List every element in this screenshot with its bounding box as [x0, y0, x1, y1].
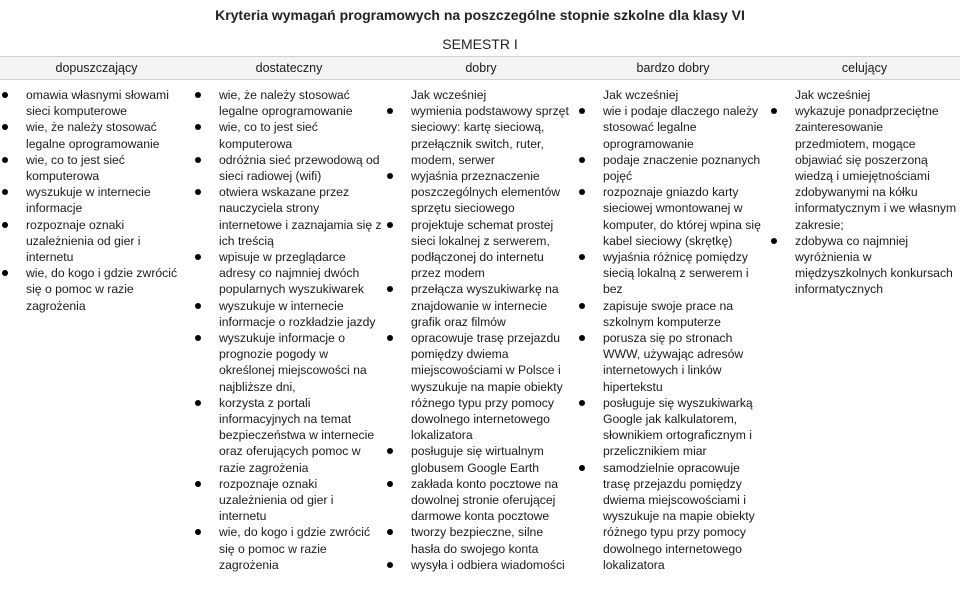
criteria-text: tworzy bezpieczne, silne hasła do swojego konta: [411, 525, 544, 556]
criteria-list-item: [0, 184, 191, 216]
criteria-list-item: [769, 233, 958, 298]
criteria-list-item: [0, 265, 191, 314]
bullet-icon: [579, 303, 585, 309]
criteria-list-item: [385, 524, 575, 556]
bullet-icon: [387, 222, 393, 228]
bullet-icon: [387, 562, 393, 568]
criteria-list-item: [385, 217, 575, 282]
criteria-text: zdobywa co najmniej wyróżnienia w międzyszkolnych konkursach informatycznych: [795, 233, 953, 297]
bullet-icon: [387, 108, 393, 114]
bullet-icon: [2, 270, 8, 276]
criteria-list-item: [193, 330, 383, 395]
column-lead-text: Jak wcześniej: [795, 88, 871, 102]
criteria-text: otwiera wskazane przez nauczyciela strony internetowe i zaznajamia się z ich treścią: [219, 185, 382, 248]
header-grade-dopuszczajacy: dopuszczający: [0, 57, 193, 80]
criteria-text: projektuje schemat prostej sieci lokalnej z serwerem, podłączonej do internetu przez modem: [411, 217, 554, 281]
bullet-icon: [195, 400, 201, 406]
criteria-text: omawia własnymi słowami sieci komputerowe: [26, 88, 169, 119]
bullet-icon: [387, 335, 393, 341]
criteria-list-item: [385, 103, 575, 168]
bullet-icon: [579, 465, 585, 471]
bullet-icon: [387, 529, 393, 535]
criteria-text: wie, do kogo i gdzie zwrócić się o pomoc w razie zagrożenia: [26, 266, 178, 313]
criteria-text: wyszukuje informacje o prognozie pogody w określonej miejscowości na najbliższe dni,: [219, 331, 367, 394]
criteria-text: wie, że należy stosować legalne oprogramowanie: [219, 88, 353, 119]
bullet-icon: [2, 92, 8, 98]
criteria-text: wymienia podstawowy sprzęt sieciowy: kartę sieciową, przełącznik switch, ruter, modem, serwer: [411, 104, 569, 167]
criteria-list-item: [193, 119, 383, 151]
bullet-icon: [771, 238, 777, 244]
criteria-text: zapisuje swoje prace na szkolnym komputerze: [603, 298, 734, 329]
bullet-icon: [195, 529, 201, 535]
document-title: Kryteria wymagań programowych na poszczególne stopnie szkolne dla klasy VI: [215, 7, 745, 23]
bullet-icon: [387, 448, 393, 454]
criteria-text: wykazuje ponadprzeciętne zainteresowanie przedmiotem, mogące objawiać się poszerzoną wiedzą i umiejętnościami zdobywanymi na kółku informatycznym i we własnym zakresie;: [795, 104, 957, 232]
criteria-text: samodzielnie opracowuje trasę przejazdu pomiędzy dwiema miejscowościami i wyszukuje na mapie obiekty różnego typu przy pomocy dowolnego internetowego lokalizatora: [603, 460, 755, 572]
header-grade-dobry: dobry: [385, 57, 577, 80]
criteria-text: wyszukuje w internecie informacje: [26, 185, 151, 216]
bullet-icon: [579, 108, 585, 114]
criteria-text: wysyła i odbiera wiadomości: [411, 557, 565, 572]
criteria-list-item: [0, 119, 191, 151]
header-grade-bardzo-dobry: bardzo dobry: [577, 57, 769, 80]
criteria-list-item: [385, 168, 575, 217]
criteria-text: rozpoznaje gniazdo karty sieciowej wmontowanej w komputer, do której wpina się kabel sieciowy (skrętkę): [603, 185, 761, 248]
column-dobry: [385, 80, 577, 592]
criteria-list-item: [385, 281, 575, 330]
criteria-list-item: [0, 87, 191, 119]
criteria-list-item: [385, 443, 575, 475]
bullet-icon: [579, 157, 585, 163]
criteria-text: opracowuje trasę przejazdu pomiędzy dwiema miejscowościami w Polsce i wyszukuje na mapie obiekty różnego typu przy pomocy dowolnego internetowego lokalizatora: [411, 331, 563, 443]
criteria-list-item: [577, 184, 767, 249]
bullet-icon: [195, 254, 201, 260]
criteria-text: podaje znaczenie poznanych pojęć: [603, 152, 761, 184]
column-bardzo-dobry: [577, 80, 769, 592]
criteria-list-item: [385, 476, 575, 525]
criteria-list-item: [385, 557, 575, 573]
header-grade-dostateczny: dostateczny: [193, 57, 385, 80]
bullet-icon: [195, 157, 201, 163]
criteria-list-item: [577, 298, 767, 330]
criteria-list-item: [193, 524, 383, 573]
column-dopuszczajacy: [0, 80, 193, 592]
criteria-text: wie, do kogo i gdzie zwrócić się o pomoc w razie zagrożenia: [219, 525, 371, 572]
criteria-list-item: [577, 395, 767, 460]
criteria-text: rozpoznaje oznaki uzależnienia od gier i internetu: [26, 217, 141, 265]
criteria-text: wpisuje w przeglądarce adresy co najmniej dwóch popularnych wyszukiwarek: [219, 250, 364, 297]
bullet-icon: [2, 124, 8, 130]
criteria-text: korzysta z portali informacyjnych na temat bezpieczeństwa w internecie oraz oferujących pomoc w razie zagrożenia: [219, 395, 375, 475]
criteria-list-item: [0, 217, 191, 266]
bullet-icon: [195, 124, 201, 130]
criteria-list-item: [0, 152, 191, 184]
criteria-text: wie i podaje dlaczego należy stosować legalne oprogramowanie: [603, 104, 759, 151]
criteria-text: rozpoznaje oznaki uzależnienia od gier i internetu: [219, 476, 334, 524]
bullet-icon: [387, 481, 393, 487]
bullet-icon: [2, 222, 8, 228]
bullet-icon: [771, 108, 777, 114]
bullet-icon: [579, 335, 585, 341]
bullet-icon: [195, 189, 201, 195]
criteria-list-item: [193, 184, 383, 249]
criteria-text: odróżnia sieć przewodową od sieci radiowej (wifi): [219, 152, 380, 184]
column-lead-text: Jak wcześniej: [603, 88, 679, 102]
bullet-icon: [579, 254, 585, 260]
bullet-icon: [195, 481, 201, 487]
criteria-list-item: [577, 152, 767, 184]
criteria-text: porusza się po stronach WWW, używając adresów internetowych i linków hipertekstu: [603, 331, 744, 394]
criteria-list-item: [385, 330, 575, 443]
criteria-text: przełącza wyszukiwarkę na znajdowanie w internecie grafik oraz filmów: [411, 282, 559, 329]
header-grade-celujacy: celujący: [769, 57, 960, 80]
criteria-list-item: [769, 103, 958, 233]
bullet-icon: [387, 173, 393, 179]
criteria-text: wyszukuje w internecie informacje o rozkładzie jazdy: [219, 298, 376, 329]
bullet-icon: [2, 157, 8, 163]
criteria-list-item: [193, 87, 383, 119]
criteria-text: wie, co to jest sieć komputerowa: [219, 120, 318, 151]
bullet-icon: [579, 400, 585, 406]
criteria-text: wyjaśnia przeznaczenie poszczególnych elementów sprzętu sieciowego: [411, 169, 561, 216]
criteria-list-item: [577, 330, 767, 395]
criteria-list-item: [193, 395, 383, 476]
criteria-list-item: [577, 460, 767, 573]
bullet-icon: [195, 92, 201, 98]
table-header-row: [0, 57, 960, 80]
grades-criteria-table: [0, 56, 960, 592]
table-body-row: [0, 80, 960, 592]
criteria-list-item: [193, 476, 383, 525]
column-lead-text: Jak wcześniej: [411, 88, 487, 102]
criteria-list-item: [577, 249, 767, 298]
criteria-list-item: [193, 249, 383, 298]
column-celujacy: [769, 80, 960, 592]
criteria-text: wie, co to jest sieć komputerowa: [26, 152, 125, 184]
criteria-list-item: [193, 152, 383, 184]
bullet-icon: [579, 189, 585, 195]
criteria-text: posługuje się wyszukiwarką Google jak kalkulatorem, słownikiem ortograficznym i przelicznikiem miar: [603, 395, 753, 459]
semester-heading: SEMESTR I: [442, 36, 518, 52]
criteria-list-item: [193, 298, 383, 330]
column-dostateczny: [193, 80, 385, 592]
criteria-text: wyjaśnia różnicę pomiędzy siecią lokalną z serwerem i bez: [603, 250, 749, 297]
criteria-text: posługuje się wirtualnym globusem Google Earth: [411, 444, 544, 475]
criteria-list-item: [577, 103, 767, 152]
criteria-text: zakłada konto pocztowe na dowolnej stronie oferującej darmowe konta pocztowe: [411, 476, 559, 524]
bullet-icon: [195, 335, 201, 341]
bullet-icon: [2, 189, 8, 195]
criteria-text: wie, że należy stosować legalne oprogramowanie: [26, 120, 160, 151]
bullet-icon: [387, 286, 393, 292]
bullet-icon: [195, 303, 201, 309]
